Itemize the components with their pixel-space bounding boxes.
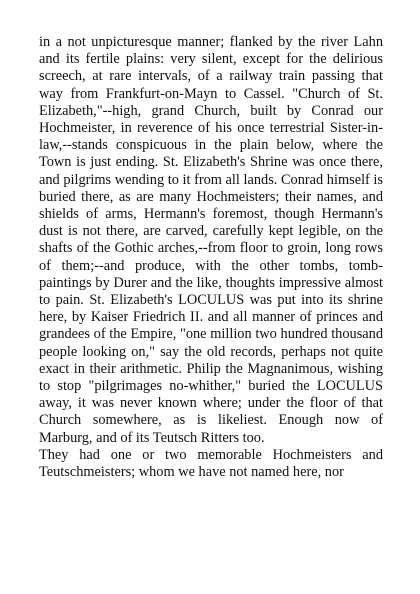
page-body bbox=[39, 34, 383, 481]
paragraph: They had one or two memorable Hochmeisters and Teutschmeisters; whom we have not named here, nor bbox=[39, 446, 383, 481]
paragraph: in a not unpicturesque manner; flanked by the river Lahn and its fertile plains: very silent, except for the delirious screech, at rare intervals, of a railway train passing that way from Frankfurt-on-Mayn to Cassel. "Church of St. Elizabeth,"--high, grand Church, built by Conrad our Hochmeister, in reverence of his once terrestrial Sister-in-law,--stands conspicuous in the plain below, where the Town is just ending. St. Elizabeth's Shrine was once there, and pilgrims wending to it from all lands. Conrad himself is buried there, as are many Hochmeisters; their names, and shields of arms, Hermann's foremost, though Hermann's dust is not there, are carved, carefully kept legible, on the shafts of the Gothic arches,--from floor to groin, long rows of them;--and produce, with the other tombs, tomb-paintings by Durer and the like, thoughts impressive almost to pain. St. Elizabeth's LOCULUS was put into its shrine here, by Kaiser Friedrich II. and all manner of princes and grandees of the Empire, "one million two hundred thousand people looking on," say the old records, perhaps not quite exact in their arithmetic. Philip the Magnanimous, wishing to stop "pilgrimages no-whither," buried the LOCULUS away, it was never known where; under the floor of that Church somewhere, as is likeliest. Enough now of Marburg, and of its Teutsch Ritters too. bbox=[39, 34, 383, 446]
